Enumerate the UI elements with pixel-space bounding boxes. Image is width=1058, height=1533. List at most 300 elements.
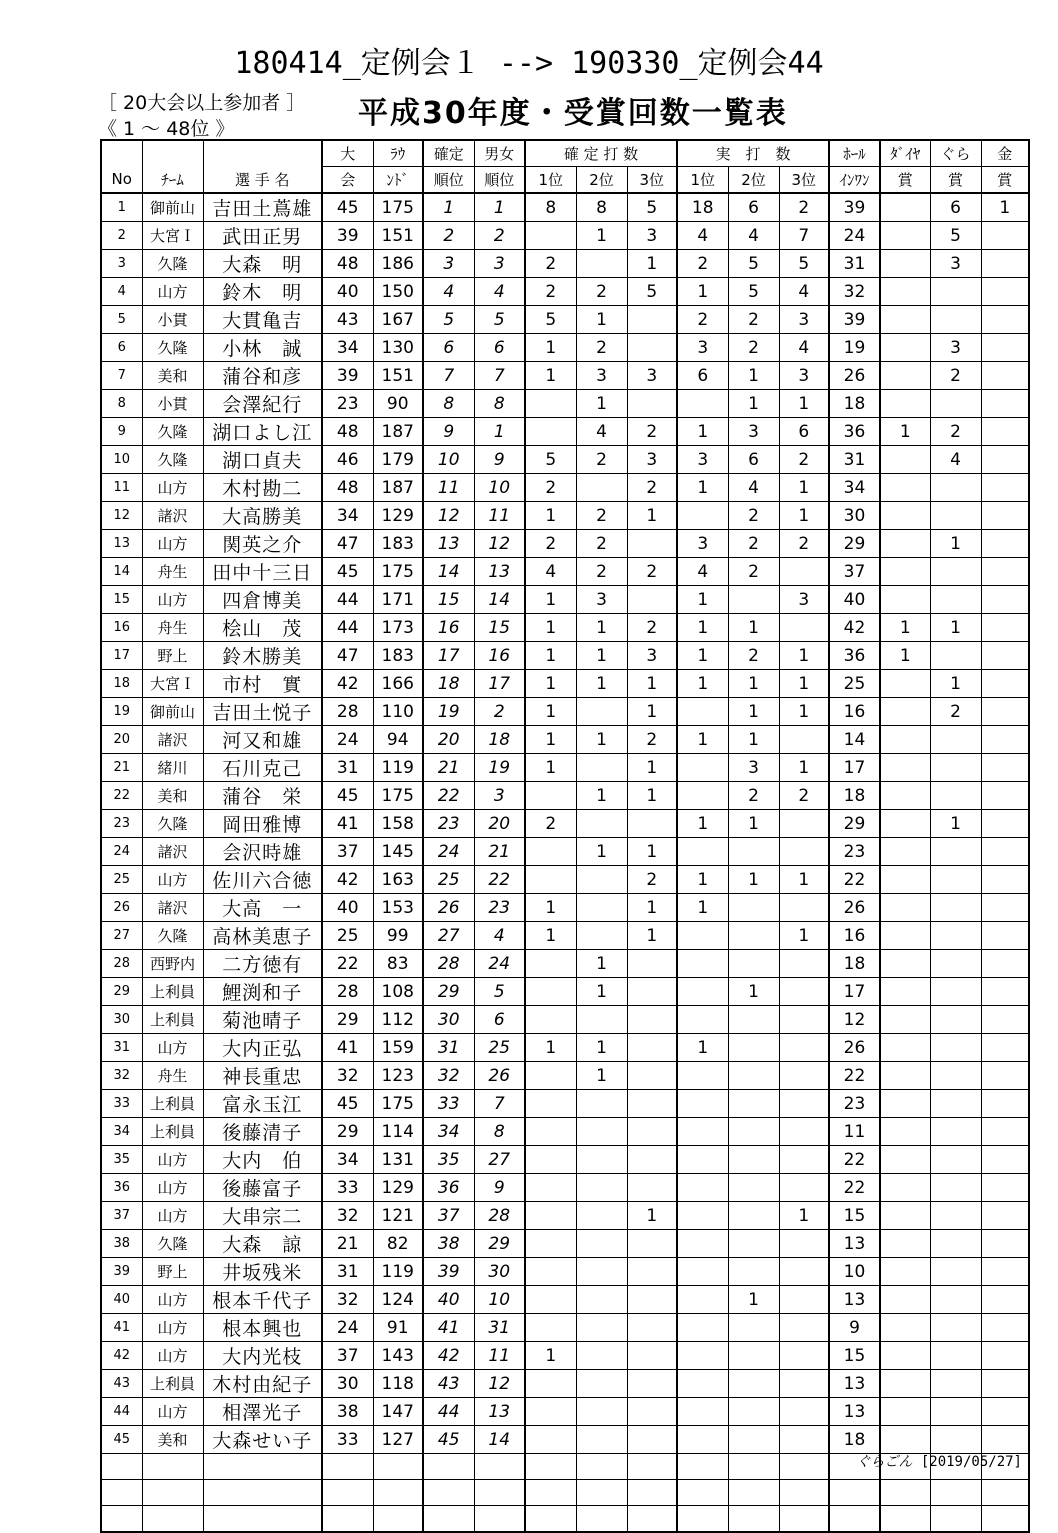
cell-jitsu-1st: 1 <box>677 1034 728 1062</box>
cell-kakutei-1st <box>525 1370 576 1398</box>
cell-kakutei-rank: 8 <box>423 390 474 418</box>
cell-jitsu-3rd <box>779 1174 829 1202</box>
cell-kakutei-rank: 21 <box>423 754 474 782</box>
cell-jitsu-3rd <box>779 1062 829 1090</box>
cell-dia-award <box>880 1342 930 1370</box>
cell-jitsu-2nd: 1 <box>728 390 779 418</box>
cell-kakutei-3rd: 2 <box>627 726 677 754</box>
cell-name: 根本興也 <box>203 1314 322 1342</box>
cell-jitsu-1st <box>677 1174 728 1202</box>
cell-taikai: 38 <box>322 1398 373 1426</box>
cell-no: 5 <box>101 306 142 334</box>
cell-kakutei-rank <box>423 1454 474 1480</box>
cell-hole-in-one: 24 <box>829 222 880 250</box>
cell-kakutei-1st <box>525 1286 576 1314</box>
cell-kakutei-3rd: 1 <box>627 894 677 922</box>
cell-kakutei-2nd: 2 <box>576 446 627 474</box>
cell-no: 11 <box>101 474 142 502</box>
cell-no: 23 <box>101 810 142 838</box>
cell-kakutei-rank: 37 <box>423 1202 474 1230</box>
cell-jitsu-3rd: 4 <box>779 334 829 362</box>
cell-kakutei-rank: 35 <box>423 1146 474 1174</box>
cell-team: 野上 <box>142 642 203 670</box>
cell-kin-award <box>981 670 1029 698</box>
cell-jitsu-2nd: 5 <box>728 278 779 306</box>
cell-kakutei-3rd <box>627 950 677 978</box>
cell-kakutei-rank: 14 <box>423 558 474 586</box>
cell-taikai <box>322 1454 373 1480</box>
cell-name: 河又和雄 <box>203 726 322 754</box>
cell-jitsu-2nd <box>728 1146 779 1174</box>
cell-kakutei-3rd <box>627 1426 677 1454</box>
cell-dia-award <box>880 894 930 922</box>
cell-jitsu-2nd <box>728 1118 779 1146</box>
cell-jitsu-3rd <box>779 1314 829 1342</box>
cell-kakutei-3rd: 1 <box>627 782 677 810</box>
table-row <box>101 950 1029 978</box>
table-row <box>101 530 1029 558</box>
cell-kakutei-1st: 1 <box>525 698 576 726</box>
table-row <box>101 1174 1029 1202</box>
cell-jitsu-1st <box>677 1202 728 1230</box>
cell-kin-award <box>981 978 1029 1006</box>
cell-kakutei-rank: 22 <box>423 782 474 810</box>
cell-kakutei-1st <box>525 1146 576 1174</box>
cell-no: 7 <box>101 362 142 390</box>
cell-kin-award <box>981 334 1029 362</box>
cell-jitsu-1st <box>677 390 728 418</box>
cell-name: 大森 明 <box>203 250 322 278</box>
cell-jitsu-3rd <box>779 726 829 754</box>
cell-danjo-rank <box>474 1480 525 1506</box>
cell-danjo-rank: 23 <box>474 894 525 922</box>
cell-gura-award <box>930 586 981 614</box>
col-team-header: ﾁｰﾑ <box>142 167 203 194</box>
cell-name: 菊池晴子 <box>203 1006 322 1034</box>
cell-taikai <box>322 1480 373 1506</box>
cell-dia-award: 1 <box>880 418 930 446</box>
cell-round: 123 <box>373 1062 423 1090</box>
cell-dia-award <box>880 670 930 698</box>
cell-jitsu-2nd: 1 <box>728 670 779 698</box>
cell-gura-award <box>930 1286 981 1314</box>
cell-kakutei-2nd <box>576 754 627 782</box>
cell-kin-award <box>981 1258 1029 1286</box>
cell-no: 35 <box>101 1146 142 1174</box>
cell-round: 90 <box>373 390 423 418</box>
cell-kakutei-rank: 34 <box>423 1118 474 1146</box>
table-row <box>101 362 1029 390</box>
footer-date: [2019/05/27] <box>920 1454 1022 1470</box>
cell-gura-award <box>930 558 981 586</box>
cell-gura-award: 1 <box>930 530 981 558</box>
cell-no: 26 <box>101 894 142 922</box>
cell-kakutei-rank: 45 <box>423 1426 474 1454</box>
cell-dia-award <box>880 1202 930 1230</box>
cell-jitsu-3rd <box>779 1258 829 1286</box>
cell-kakutei-2nd: 2 <box>576 278 627 306</box>
cell-name <box>203 1480 322 1506</box>
cell-kakutei-2nd: 1 <box>576 1034 627 1062</box>
cell-jitsu-2nd <box>728 1258 779 1286</box>
cell-taikai: 28 <box>322 698 373 726</box>
cell-team: 美和 <box>142 782 203 810</box>
cell-kakutei-2nd <box>576 1454 627 1480</box>
col-gura-sub: 賞 <box>930 167 981 194</box>
cell-kakutei-3rd: 3 <box>627 222 677 250</box>
cell-kakutei-1st: 2 <box>525 250 576 278</box>
cell-round: 124 <box>373 1286 423 1314</box>
cell-hole-in-one: 37 <box>829 558 880 586</box>
cell-danjo-rank: 16 <box>474 642 525 670</box>
cell-hole-in-one: 39 <box>829 193 880 222</box>
cell-team: 諸沢 <box>142 838 203 866</box>
cell-kakutei-1st <box>525 1118 576 1146</box>
cell-danjo-rank: 24 <box>474 950 525 978</box>
cell-no: 1 <box>101 193 142 222</box>
cell-jitsu-3rd <box>779 978 829 1006</box>
cell-kin-award <box>981 698 1029 726</box>
table-row <box>101 614 1029 642</box>
cell-dia-award <box>880 306 930 334</box>
cell-round: 175 <box>373 193 423 222</box>
cell-team: 山方 <box>142 1398 203 1426</box>
cell-name: 桧山 茂 <box>203 614 322 642</box>
cell-round: 158 <box>373 810 423 838</box>
cell-hole-in-one: 26 <box>829 362 880 390</box>
cell-name: 市村 實 <box>203 670 322 698</box>
cell-jitsu-1st: 1 <box>677 642 728 670</box>
cell-kakutei-1st <box>525 782 576 810</box>
cell-taikai: 25 <box>322 922 373 950</box>
cell-danjo-rank: 6 <box>474 334 525 362</box>
cell-jitsu-2nd: 1 <box>728 726 779 754</box>
cell-hole-in-one: 12 <box>829 1006 880 1034</box>
cell-kakutei-2nd <box>576 1174 627 1202</box>
cell-jitsu-3rd: 1 <box>779 390 829 418</box>
cell-kakutei-3rd <box>627 1480 677 1506</box>
col-kin-header: 金 <box>981 140 1029 167</box>
cell-no: 16 <box>101 614 142 642</box>
cell-dia-award <box>880 502 930 530</box>
cell-round: 175 <box>373 782 423 810</box>
cell-dia-award <box>880 1286 930 1314</box>
table-row <box>101 698 1029 726</box>
cell-name: 大串宗二 <box>203 1202 322 1230</box>
cell-round: 183 <box>373 530 423 558</box>
cell-no: 19 <box>101 698 142 726</box>
cell-danjo-rank: 4 <box>474 278 525 306</box>
table-row <box>101 502 1029 530</box>
cell-jitsu-2nd: 4 <box>728 474 779 502</box>
cell-jitsu-2nd <box>728 1398 779 1426</box>
cell-no: 29 <box>101 978 142 1006</box>
cell-jitsu-2nd: 6 <box>728 193 779 222</box>
table-row <box>101 1314 1029 1342</box>
cell-kakutei-3rd <box>627 1286 677 1314</box>
cell-team <box>142 1454 203 1480</box>
cell-jitsu-2nd: 2 <box>728 642 779 670</box>
cell-danjo-rank: 12 <box>474 1370 525 1398</box>
cell-kakutei-rank: 28 <box>423 950 474 978</box>
cell-jitsu-1st: 1 <box>677 726 728 754</box>
cell-kin-award <box>981 1118 1029 1146</box>
cell-hole-in-one: 13 <box>829 1398 880 1426</box>
cell-no: 41 <box>101 1314 142 1342</box>
cell-dia-award <box>880 810 930 838</box>
cell-hole-in-one: 39 <box>829 306 880 334</box>
cell-kin-award <box>981 838 1029 866</box>
cell-team: 山方 <box>142 1314 203 1342</box>
cell-hole-in-one: 34 <box>829 474 880 502</box>
cell-danjo-rank: 2 <box>474 698 525 726</box>
cell-dia-award: 1 <box>880 614 930 642</box>
cell-no: 8 <box>101 390 142 418</box>
cell-hole-in-one: 10 <box>829 1258 880 1286</box>
cell-kakutei-2nd <box>576 810 627 838</box>
cell-kakutei-3rd <box>627 1034 677 1062</box>
cell-taikai: 34 <box>322 334 373 362</box>
table-row <box>101 390 1029 418</box>
cell-kakutei-2nd: 2 <box>576 334 627 362</box>
cell-kakutei-2nd <box>576 1258 627 1286</box>
cell-jitsu-1st: 2 <box>677 306 728 334</box>
cell-jitsu-3rd <box>779 614 829 642</box>
cell-dia-award <box>880 390 930 418</box>
cell-jitsu-1st: 3 <box>677 334 728 362</box>
cell-gura-award <box>930 866 981 894</box>
table-row <box>101 474 1029 502</box>
cell-name: 湖口よし江 <box>203 418 322 446</box>
cell-kakutei-2nd: 2 <box>576 558 627 586</box>
cell-hole-in-one: 22 <box>829 866 880 894</box>
cell-jitsu-1st: 6 <box>677 362 728 390</box>
cell-kakutei-rank: 19 <box>423 698 474 726</box>
cell-hole-in-one: 18 <box>829 782 880 810</box>
cell-jitsu-2nd: 3 <box>728 754 779 782</box>
cell-jitsu-1st <box>677 1118 728 1146</box>
cell-no: 30 <box>101 1006 142 1034</box>
cell-dia-award <box>880 782 930 810</box>
cell-name: 鈴木勝美 <box>203 642 322 670</box>
cell-team: 西野内 <box>142 950 203 978</box>
table-row <box>101 1480 1029 1506</box>
table-row <box>101 1506 1029 1533</box>
cell-hole-in-one <box>829 1480 880 1506</box>
cell-name: 小林 誠 <box>203 334 322 362</box>
cell-name: 大高 一 <box>203 894 322 922</box>
cell-jitsu-1st: 1 <box>677 278 728 306</box>
cell-no: 20 <box>101 726 142 754</box>
cell-taikai: 39 <box>322 222 373 250</box>
cell-kakutei-3rd: 1 <box>627 502 677 530</box>
cell-hole-in-one: 11 <box>829 1118 880 1146</box>
cell-kin-award <box>981 586 1029 614</box>
cell-kakutei-3rd: 1 <box>627 1202 677 1230</box>
cell-jitsu-1st <box>677 978 728 1006</box>
cell-kakutei-rank: 17 <box>423 642 474 670</box>
cell-danjo-rank: 1 <box>474 418 525 446</box>
cell-kin-award <box>981 502 1029 530</box>
cell-kakutei-rank: 11 <box>423 474 474 502</box>
cell-round: 179 <box>373 446 423 474</box>
cell-kakutei-rank: 31 <box>423 1034 474 1062</box>
jitsu-3rd-header: 3位 <box>779 167 829 194</box>
cell-taikai: 29 <box>322 1118 373 1146</box>
cell-jitsu-2nd: 2 <box>728 334 779 362</box>
cell-dia-award <box>880 1174 930 1202</box>
cell-kakutei-2nd: 4 <box>576 418 627 446</box>
cell-hole-in-one: 17 <box>829 754 880 782</box>
cell-kakutei-1st <box>525 1006 576 1034</box>
cell-jitsu-2nd: 1 <box>728 978 779 1006</box>
cell-gura-award <box>930 642 981 670</box>
cell-kin-award <box>981 222 1029 250</box>
cell-kakutei-2nd <box>576 250 627 278</box>
cell-kakutei-3rd <box>627 1230 677 1258</box>
cell-taikai: 44 <box>322 614 373 642</box>
cell-danjo-rank: 12 <box>474 530 525 558</box>
cell-round: 173 <box>373 614 423 642</box>
participation-criteria: ［ 20大会以上参加者 ］ <box>98 92 306 114</box>
cell-no: 37 <box>101 1202 142 1230</box>
cell-kakutei-rank: 24 <box>423 838 474 866</box>
col-name-header: 選 手 名 <box>203 167 322 194</box>
cell-kakutei-2nd <box>576 698 627 726</box>
cell-dia-award <box>880 1034 930 1062</box>
cell-danjo-rank: 14 <box>474 1426 525 1454</box>
cell-gura-award: 1 <box>930 614 981 642</box>
cell-kakutei-2nd <box>576 1480 627 1506</box>
cell-name: 大高勝美 <box>203 502 322 530</box>
cell-jitsu-1st <box>677 1146 728 1174</box>
cell-no <box>101 1480 142 1506</box>
cell-dia-award <box>880 1118 930 1146</box>
table-row <box>101 250 1029 278</box>
cell-kakutei-rank <box>423 1480 474 1506</box>
cell-team: 山方 <box>142 866 203 894</box>
cell-team: 諸沢 <box>142 726 203 754</box>
cell-jitsu-2nd <box>728 838 779 866</box>
cell-jitsu-3rd <box>779 1230 829 1258</box>
cell-jitsu-1st: 2 <box>677 250 728 278</box>
cell-kakutei-2nd: 1 <box>576 222 627 250</box>
cell-jitsu-3rd <box>779 894 829 922</box>
cell-jitsu-1st <box>677 1480 728 1506</box>
table-row <box>101 418 1029 446</box>
cell-dia-award <box>880 866 930 894</box>
cell-kin-award <box>981 1480 1029 1506</box>
cell-kin-award <box>981 1314 1029 1342</box>
period-title: 180414_定例会１ --> 190330_定例会44 <box>234 46 824 81</box>
cell-taikai: 32 <box>322 1062 373 1090</box>
cell-dia-award <box>880 586 930 614</box>
cell-dia-award <box>880 362 930 390</box>
cell-gura-award: 1 <box>930 810 981 838</box>
cell-hole-in-one: 22 <box>829 1174 880 1202</box>
table-row <box>101 1398 1029 1426</box>
table-body <box>101 193 1029 1532</box>
cell-team: 舟生 <box>142 1062 203 1090</box>
cell-round: 99 <box>373 922 423 950</box>
cell-taikai: 32 <box>322 1286 373 1314</box>
cell-jitsu-1st: 4 <box>677 222 728 250</box>
cell-danjo-rank: 7 <box>474 362 525 390</box>
cell-dia-award <box>880 1370 930 1398</box>
cell-jitsu-3rd <box>779 1034 829 1062</box>
cell-hole-in-one: 18 <box>829 390 880 418</box>
cell-jitsu-2nd <box>728 1034 779 1062</box>
cell-jitsu-3rd: 1 <box>779 670 829 698</box>
cell-kakutei-3rd <box>627 810 677 838</box>
cell-jitsu-3rd: 3 <box>779 306 829 334</box>
cell-kakutei-2nd: 2 <box>576 530 627 558</box>
cell-jitsu-1st: 1 <box>677 614 728 642</box>
cell-kakutei-2nd <box>576 1342 627 1370</box>
cell-gura-award: 2 <box>930 418 981 446</box>
cell-kakutei-3rd: 5 <box>627 193 677 222</box>
cell-kakutei-3rd: 2 <box>627 558 677 586</box>
cell-dia-award <box>880 446 930 474</box>
cell-kin-award <box>981 1062 1029 1090</box>
cell-kakutei-3rd <box>627 1006 677 1034</box>
cell-round: 151 <box>373 362 423 390</box>
cell-round: 187 <box>373 418 423 446</box>
col-kin-sub: 賞 <box>981 167 1029 194</box>
table-row <box>101 978 1029 1006</box>
cell-round: 94 <box>373 726 423 754</box>
cell-kakutei-3rd <box>627 334 677 362</box>
kakutei-1st-header: 1位 <box>525 167 576 194</box>
cell-hole-in-one: 22 <box>829 1062 880 1090</box>
cell-jitsu-3rd <box>779 1286 829 1314</box>
cell-taikai: 41 <box>322 810 373 838</box>
cell-dia-award <box>880 1398 930 1426</box>
cell-name: 後藤富子 <box>203 1174 322 1202</box>
cell-jitsu-1st: 1 <box>677 474 728 502</box>
cell-gura-award <box>930 726 981 754</box>
cell-jitsu-1st <box>677 1230 728 1258</box>
cell-round: 131 <box>373 1146 423 1174</box>
col-kakutei-header: 確定 <box>423 140 474 167</box>
cell-taikai: 37 <box>322 838 373 866</box>
col-round-header: ﾗｳ <box>373 140 423 167</box>
cell-team: 大宮Ｉ <box>142 222 203 250</box>
table-row <box>101 278 1029 306</box>
cell-kakutei-1st: 1 <box>525 726 576 754</box>
cell-hole-in-one: 31 <box>829 446 880 474</box>
cell-round: 183 <box>373 642 423 670</box>
cell-gura-award <box>930 1258 981 1286</box>
cell-kakutei-3rd <box>627 1454 677 1480</box>
table-row <box>101 586 1029 614</box>
cell-dia-award <box>880 754 930 782</box>
table-row <box>101 1426 1029 1454</box>
cell-kin-award <box>981 1398 1029 1426</box>
kakutei-dasu-header: 確 定 打 数 <box>525 140 677 167</box>
cell-hole-in-one: 13 <box>829 1370 880 1398</box>
cell-gura-award <box>930 1342 981 1370</box>
cell-jitsu-2nd: 4 <box>728 222 779 250</box>
table-row <box>101 1090 1029 1118</box>
cell-round: 112 <box>373 1006 423 1034</box>
cell-taikai: 33 <box>322 1174 373 1202</box>
cell-danjo-rank: 21 <box>474 838 525 866</box>
cell-gura-award: 6 <box>930 193 981 222</box>
cell-kakutei-2nd <box>576 1426 627 1454</box>
cell-hole-in-one: 36 <box>829 642 880 670</box>
cell-danjo-rank: 3 <box>474 782 525 810</box>
